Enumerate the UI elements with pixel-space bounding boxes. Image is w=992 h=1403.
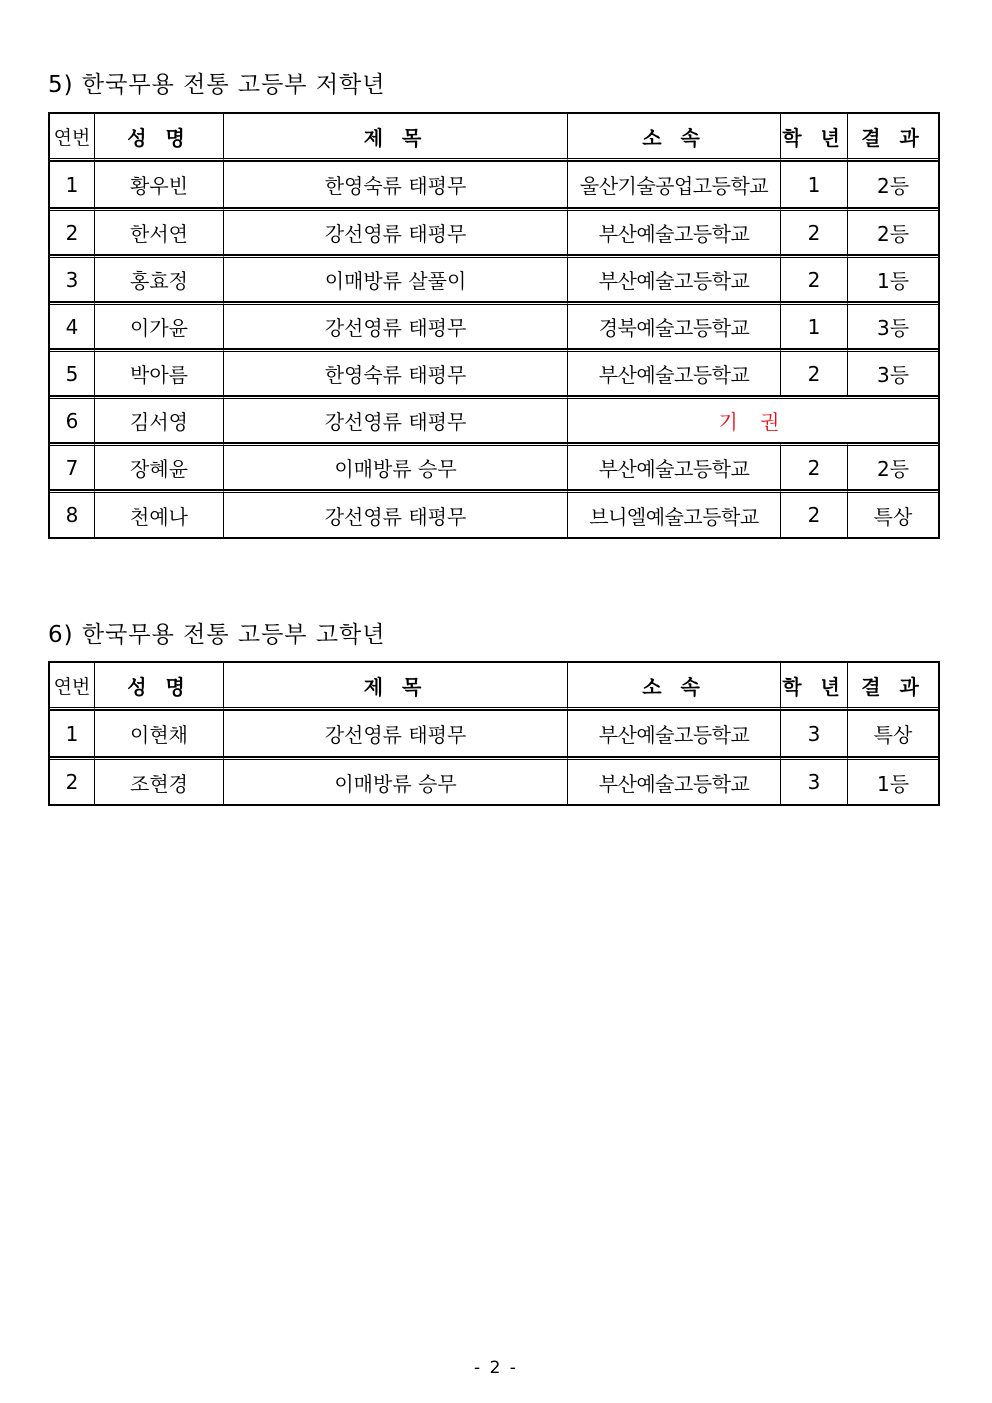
cell-affiliation: 부산예술고등학교 (568, 443, 781, 490)
cell-number: 1 (50, 161, 95, 208)
cell-affiliation: 울산기술공업고등학교 (568, 161, 781, 208)
cell-result: 2등 (848, 161, 938, 208)
table-header-row (50, 663, 938, 710)
cell-grade: 3 (781, 757, 848, 804)
cell-grade: 1 (781, 302, 848, 349)
cell-title: 강선영류 태평무 (224, 710, 568, 757)
table-row (50, 757, 938, 804)
cell-number: 2 (50, 208, 95, 255)
cell-name: 이현채 (95, 710, 224, 757)
cell-grade: 2 (781, 349, 848, 396)
cell-title: 강선영류 태평무 (224, 302, 568, 349)
header-number: 연번 (50, 663, 95, 710)
cell-title: 한영숙류 태평무 (224, 161, 568, 208)
cell-grade: 2 (781, 490, 848, 537)
cell-affiliation: 부산예술고등학교 (568, 349, 781, 396)
cell-grade: 2 (781, 443, 848, 490)
table-row (50, 161, 938, 208)
header-affiliation: 소 속 (568, 114, 781, 161)
page-number: - 2 - (474, 1358, 518, 1378)
cell-title: 이매방류 승무 (224, 757, 568, 804)
table-row (50, 255, 938, 302)
cell-affiliation: 부산예술고등학교 (568, 208, 781, 255)
cell-number: 1 (50, 710, 95, 757)
cell-grade: 1 (781, 161, 848, 208)
header-title: 제 목 (224, 663, 568, 710)
cell-grade: 3 (781, 710, 848, 757)
cell-name: 박아름 (95, 349, 224, 396)
cell-affiliation: 브니엘예술고등학교 (568, 490, 781, 537)
cell-name: 김서영 (95, 396, 224, 443)
table-row (50, 396, 938, 443)
header-result: 결 과 (848, 663, 938, 710)
cell-name: 한서연 (95, 208, 224, 255)
table-row (50, 443, 938, 490)
header-title: 제 목 (224, 114, 568, 161)
cell-affiliation: 부산예술고등학교 (568, 757, 781, 804)
cell-number: 6 (50, 396, 95, 443)
header-grade: 학 년 (781, 114, 848, 161)
table-row (50, 490, 938, 537)
cell-result: 특상 (848, 710, 938, 757)
header-grade: 학 년 (781, 663, 848, 710)
section-title: 6) 한국무용 전통 고등부 고학년 (48, 622, 386, 648)
cell-title: 한영숙류 태평무 (224, 349, 568, 396)
table-header-row (50, 114, 938, 161)
cell-result: 3등 (848, 349, 938, 396)
cell-result: 1등 (848, 255, 938, 302)
header-name: 성 명 (95, 663, 224, 710)
header-affiliation: 소 속 (568, 663, 781, 710)
header-number: 연번 (50, 114, 95, 161)
table-row (50, 302, 938, 349)
cell-grade: 2 (781, 255, 848, 302)
header-result: 결 과 (848, 114, 938, 161)
cell-title: 강선영류 태평무 (224, 208, 568, 255)
cell-result: 3등 (848, 302, 938, 349)
cell-name: 이가윤 (95, 302, 224, 349)
cell-name: 황우빈 (95, 161, 224, 208)
cell-affiliation: 경북예술고등학교 (568, 302, 781, 349)
cell-number: 3 (50, 255, 95, 302)
cell-title: 강선영류 태평무 (224, 490, 568, 537)
cell-name: 조현경 (95, 757, 224, 804)
table-row (50, 710, 938, 757)
cell-result: 1등 (848, 757, 938, 804)
section-title: 5) 한국무용 전통 고등부 저학년 (48, 72, 386, 98)
cell-name: 홍효정 (95, 255, 224, 302)
results-table (48, 112, 940, 539)
cell-title: 강선영류 태평무 (224, 396, 568, 443)
cell-title: 이매방류 승무 (224, 443, 568, 490)
cell-number: 8 (50, 490, 95, 537)
cell-name: 장혜윤 (95, 443, 224, 490)
cell-result: 2등 (848, 208, 938, 255)
cell-grade: 2 (781, 208, 848, 255)
table-row (50, 349, 938, 396)
cell-number: 4 (50, 302, 95, 349)
cell-result: 2등 (848, 443, 938, 490)
cell-name: 천예나 (95, 490, 224, 537)
cell-result: 특상 (848, 490, 938, 537)
header-name: 성 명 (95, 114, 224, 161)
results-table (48, 661, 940, 806)
table-row (50, 208, 938, 255)
withdrawn-cell: 기 권 (568, 396, 938, 443)
cell-affiliation: 부산예술고등학교 (568, 255, 781, 302)
cell-number: 2 (50, 757, 95, 804)
cell-number: 7 (50, 443, 95, 490)
cell-affiliation: 부산예술고등학교 (568, 710, 781, 757)
cell-number: 5 (50, 349, 95, 396)
cell-title: 이매방류 살풀이 (224, 255, 568, 302)
